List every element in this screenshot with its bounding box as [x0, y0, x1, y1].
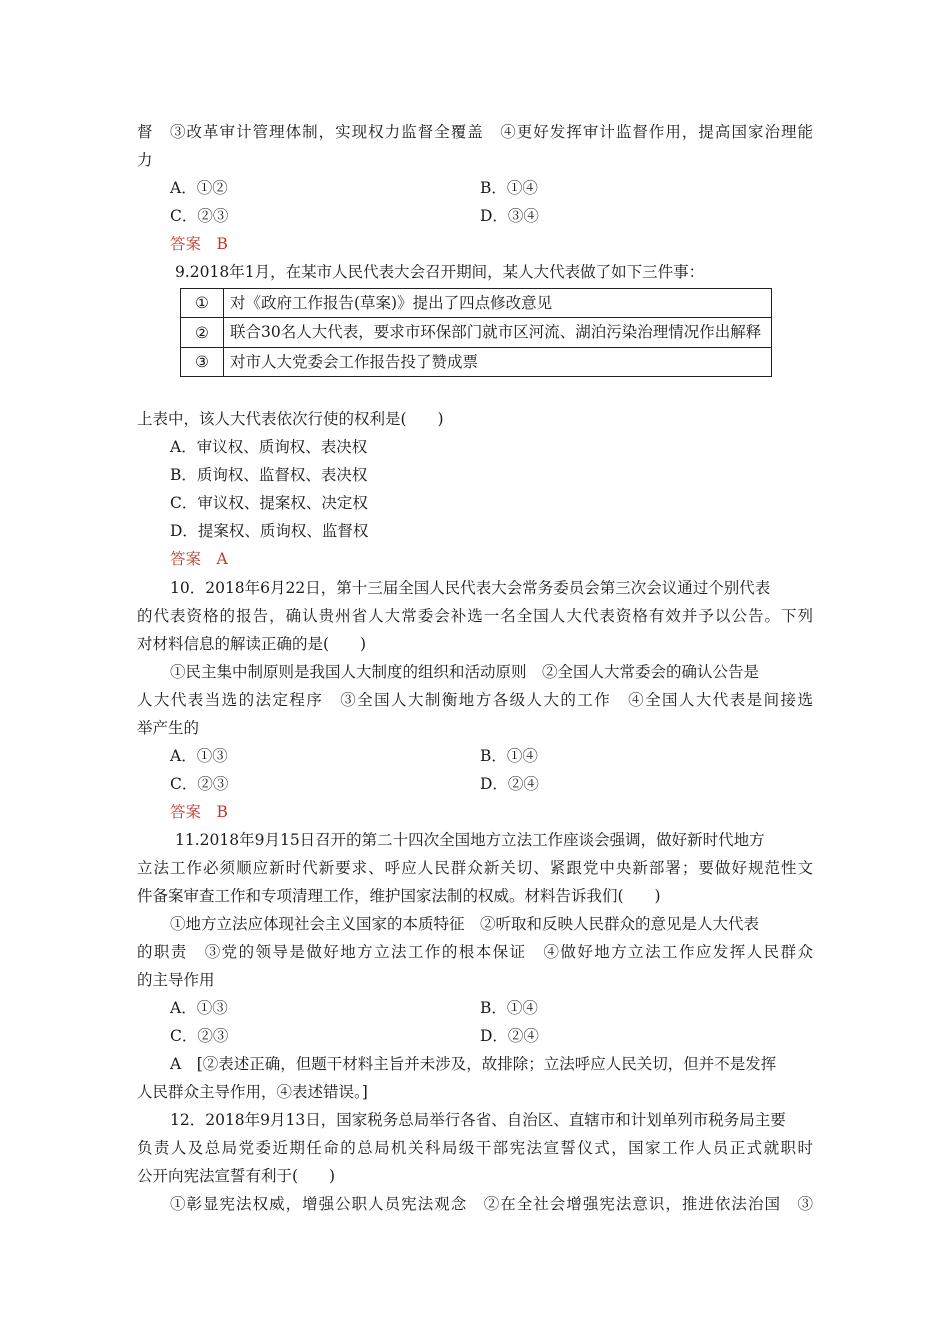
table-row — [181, 348, 772, 377]
row-number: ③ — [181, 348, 224, 377]
q11-line-1: 11.2018年9月15日召开的第二十四次全国地方立法工作座谈会强调，做好新时代地方 — [175, 831, 765, 849]
q8-answer: 答案 B — [170, 235, 228, 253]
q10-option-c: C．②③ — [170, 775, 229, 793]
q11-option-a: A．①③ — [170, 999, 228, 1017]
row-text: 联合30名人大代表，要求市环保部门就市区河流、湖泊污染治理情况作出解释 — [224, 318, 772, 348]
q8-option-a: A．①② — [170, 179, 228, 197]
q11-explanation-line-2: 人民群众主导作用，④表述错误。] — [137, 1083, 368, 1101]
q9-question: 上表中，该人大代表依次行使的权利是( ) — [137, 410, 444, 428]
q9-option-b: B．质询权、监督权、表决权 — [170, 466, 368, 484]
q9-table — [180, 288, 772, 377]
q12-line-4: ①彰显宪法权威，增强公职人员宪法观念 ②在全社会增强宪法意识，推进依法治国 ③ — [170, 1195, 813, 1213]
q10-line-3: 对材料信息的解读正确的是( ) — [137, 635, 367, 653]
q9-option-d: D．提案权、质询权、监督权 — [170, 522, 369, 540]
q9-stem: 9.2018年1月，在某市人民代表大会召开期间，某人大代表做了如下三件事： — [175, 263, 705, 281]
row-text: 对《政府工作报告(草案)》提出了四点修改意见 — [224, 289, 772, 318]
q10-line-2: 的代表资格的报告，确认贵州省人大常委会补选一名全国人大代表资格有效并予以公告。下列 — [137, 607, 813, 625]
q11-option-c: C．②③ — [170, 1027, 229, 1045]
q8-option-c: C．②③ — [170, 207, 229, 225]
q11-explanation-line-1: A [②表述正确，但题干材料主旨并未涉及，故排除；立法呼应人民关切，但并不是发挥 — [170, 1055, 777, 1073]
q8-options-line-1: 督 ③改革审计管理体制，实现权力监督全覆盖 ④更好发挥审计监督作用，提高国家治理能 — [137, 123, 813, 141]
q12-line-2: 负责人及总局党委近期任命的总局机关科局级干部宪法宣誓仪式，国家工作人员正式就职时 — [137, 1139, 813, 1157]
q10-option-d: D．②④ — [480, 775, 539, 793]
row-text: 对市人大党委会工作报告投了赞成票 — [224, 348, 772, 377]
q10-option-a: A．①③ — [170, 747, 228, 765]
table-row — [181, 318, 772, 348]
q10-line-5: 人大代表当选的法定程序 ③全国人大制衡地方各级人大的工作 ④全国人大代表是间接选 — [137, 691, 813, 709]
q11-option-d: D．②④ — [480, 1027, 539, 1045]
q8-option-b: B．①④ — [480, 179, 538, 197]
q9-option-c: C．审议权、提案权、决定权 — [170, 494, 368, 512]
q11-line-2: 立法工作必须顺应新时代新要求、呼应人民群众新关切、紧跟党中央新部署；要做好规范性文 — [137, 859, 813, 877]
q10-line-1: 10．2018年6月22日，第十三届全国人民代表大会常务委员会第三次会议通过个别代表 — [170, 579, 771, 597]
q8-options-line-2: 力 — [137, 151, 153, 169]
q9-answer: 答案 A — [170, 550, 228, 568]
q9-option-a: A．审议权、质询权、表决权 — [170, 438, 368, 456]
q10-line-4: ①民主集中制原则是我国人大制度的组织和活动原则 ②全国人大常委会的确认公告是 — [170, 663, 760, 681]
q10-answer: 答案 B — [170, 803, 228, 821]
q8-option-d: D．③④ — [480, 207, 539, 225]
q12-line-1: 12．2018年9月13日，国家税务总局举行各省、自治区、直辖市和计划单列市税务局主要 — [170, 1111, 786, 1129]
q11-option-b: B．①④ — [480, 999, 538, 1017]
row-number: ① — [181, 289, 224, 318]
q11-line-3: 件备案审查工作和专项清理工作，维护国家法制的权威。材料告诉我们( ) — [137, 887, 661, 905]
q12-line-3: 公开向宪法宣誓有利于( ) — [137, 1167, 336, 1185]
q11-line-6: 的主导作用 — [137, 971, 215, 989]
row-number: ② — [181, 318, 224, 348]
q11-line-5: 的职责 ③党的领导是做好地方立法工作的根本保证 ④做好地方立法工作应发挥人民群众 — [137, 943, 813, 961]
table-row — [181, 289, 772, 318]
q11-line-4: ①地方立法应体现社会主义国家的本质特征 ②听取和反映人民群众的意见是人大代表 — [170, 915, 760, 933]
q10-line-6: 举产生的 — [137, 719, 200, 737]
q10-option-b: B．①④ — [480, 747, 538, 765]
